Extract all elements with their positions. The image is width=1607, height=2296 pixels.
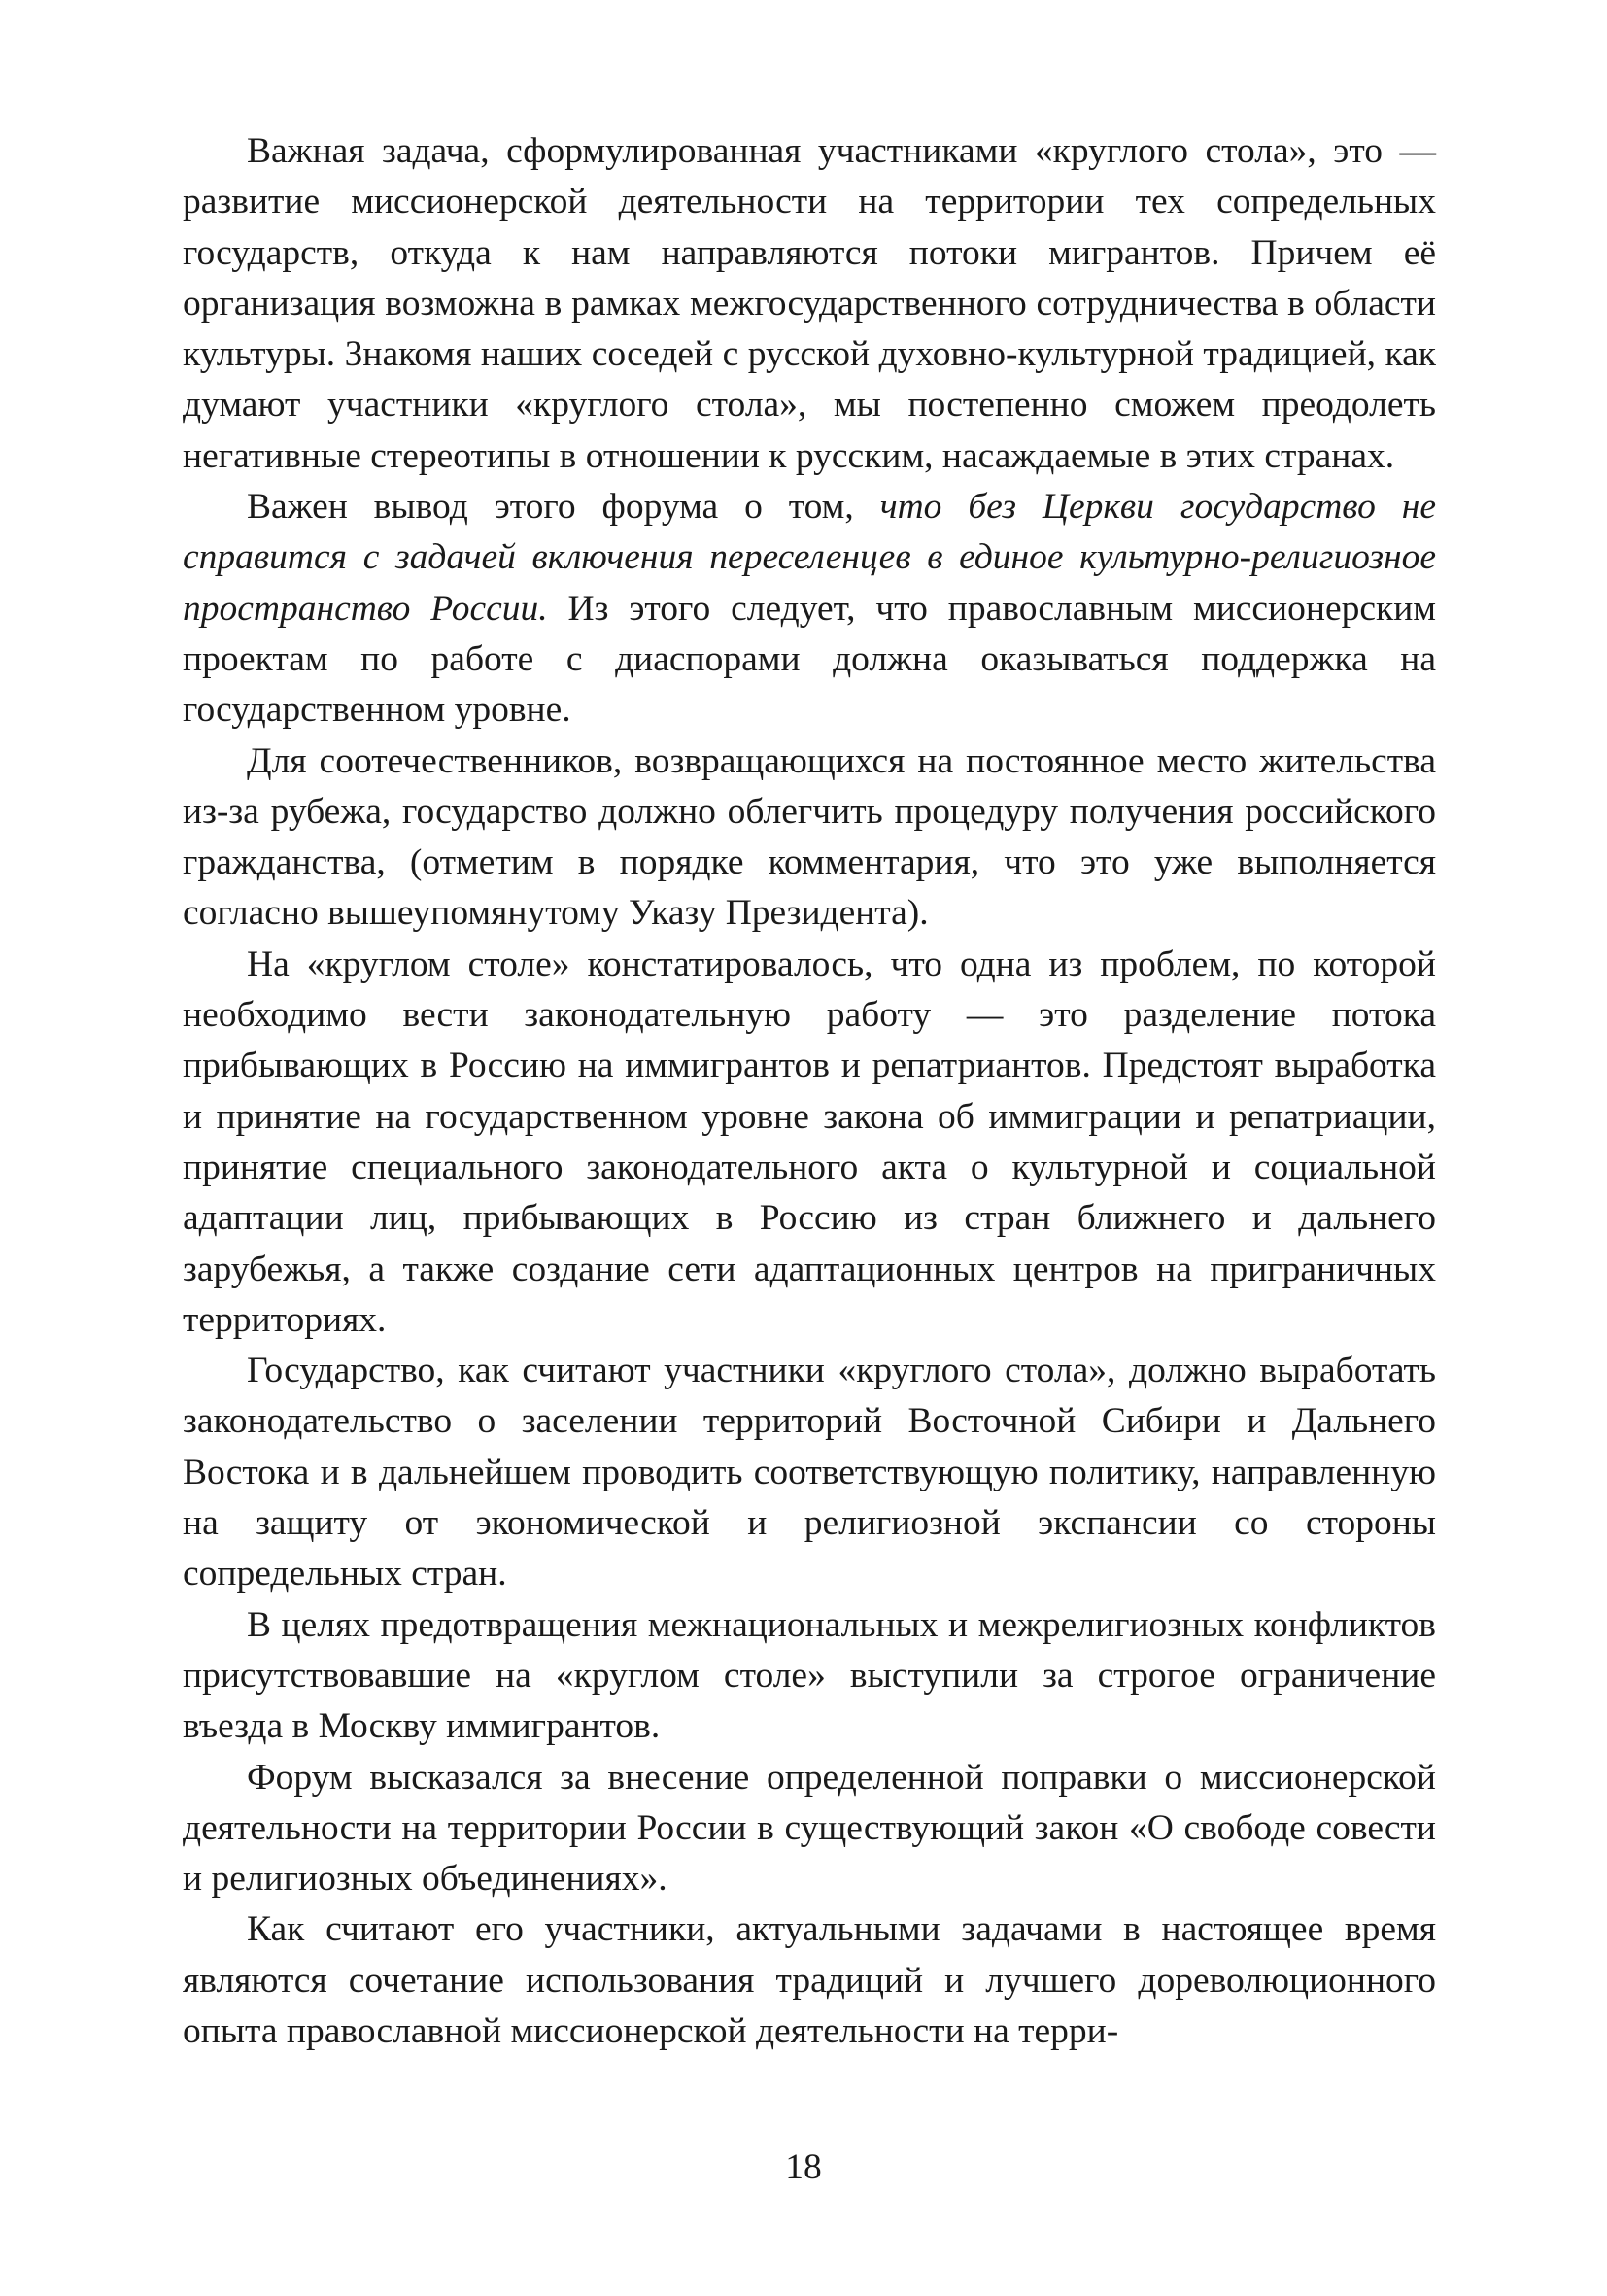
paragraph-4: [183, 940, 1436, 1346]
paragraph-text: Государство, как считают участники «круглого стола», должно выработать законодательство о заселении территорий Восточной Сибири и Дальнего Востока и в дальнейшем проводить соответствующую политику, направленную на защиту от экономической и религиозной экспансии со стороны сопредельных стран.: [183, 1351, 1436, 1594]
body-text: [183, 126, 1436, 2057]
italic-emphasis: что без Церкви государство не справится с задачей включения переселенцев в единое культурно-религиозное пространство России.: [183, 487, 1436, 629]
paragraph-text: Важная задача, сформулированная участниками «круглого стола», это — развитие миссионерской деятельности на территории тех сопредельных государств, откуда к нам направляются потоки мигрантов. Причем её организация возможна в рамках межгосударственного сотрудничества в области культуры. Знакомя наших соседей с русской духовно-культурной традицией, как думают участники «круглого стола», мы постепенно сможем преодолеть негативные стереотипы в отношении к русским, насаждаемые в этих странах.: [183, 131, 1436, 476]
paragraph-text: На «круглом столе» констатировалось, что одна из проблем, по которой необходимо вести законодательную работу — это разделение потока прибывающих в Россию на иммигрантов и репатриантов. Предстоят выработка и принятие на государственном уровне закона об иммиграции и репатриации, принятие специального законодательного акта о культурной и социальной адаптации лиц, прибывающих в Россию из стран ближнего и дальнего зарубежья, а также создание сети адаптационных центров на приграничных территориях.: [183, 943, 1436, 1340]
paragraph-text: В целях предотвращения межнациональных и межрелигиозных конфликтов присутствовавшие на «круглом столе» выступили за строгое ограничение въезда в Москву иммигрантов.: [183, 1604, 1436, 1747]
paragraph-text: Форум высказался за внесение определенной поправки о миссионерской деятельности на территории России в существующий закон «О свободе совести и религиозных объединениях».: [183, 1757, 1436, 1900]
paragraph-7: [183, 1753, 1436, 1905]
paragraph-8: [183, 1904, 1436, 2057]
paragraph-1: [183, 126, 1436, 482]
paragraph-5: [183, 1346, 1436, 1599]
paragraph-text: Для соотечественников, возвращающихся на постоянное место жительства из-за рубежа, государство должно облегчить процедуру получения российского гражданства, (отметим в порядке комментария, что это уже выполняется согласно вышеупомянутому Указу Президента).: [183, 740, 1436, 934]
paragraph-6: [183, 1600, 1436, 1753]
page-number: 18: [785, 2147, 822, 2187]
paragraph-2: [183, 482, 1436, 736]
paragraph-text: Важен вывод этого форума о том,: [247, 487, 880, 528]
paragraph-text: Из этого следует, что православным миссионерским проектам по работе с диаспорами должна оказываться поддержка на государственном уровне.: [183, 588, 1437, 731]
paragraph-text: Как считают его участники, актуальными задачами в настоящее время являются сочетание использования традиций и лучшего дореволюционного опыта православной миссионерской деятельности на терри-: [183, 1909, 1436, 2051]
paragraph-3: [183, 737, 1436, 940]
